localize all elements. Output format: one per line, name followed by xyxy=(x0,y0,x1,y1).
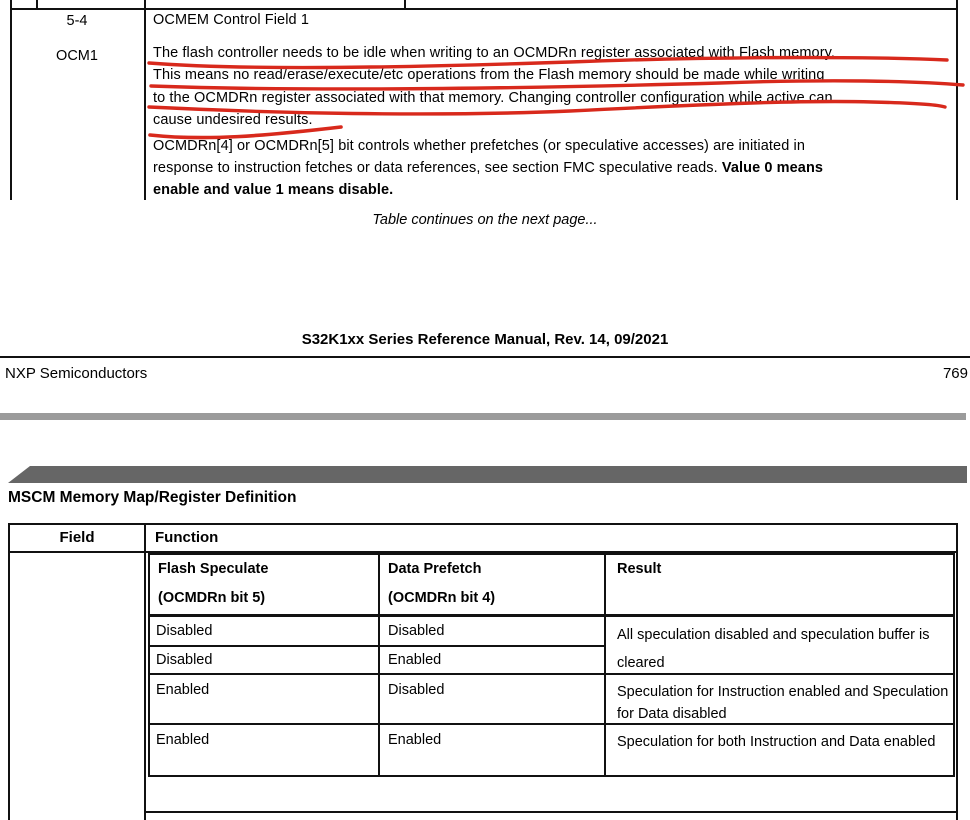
spec-col3-header: Result xyxy=(617,561,662,577)
spec-col2-header-line2: (OCMDRn bit 4) xyxy=(388,590,496,606)
register-field-name: OCM1 xyxy=(56,48,98,64)
function-title: OCMEM Control Field 1 xyxy=(153,12,309,28)
publisher-name: NXP Semiconductors xyxy=(5,365,148,382)
spec-table-left-border xyxy=(148,553,150,777)
spec-result-row-3: Speculation for Instruction enabled and Speculation for Data disabled xyxy=(617,684,949,722)
spec-row2-data-prefetch: Enabled xyxy=(388,652,442,668)
spec-row4-flash-speculate: Enabled xyxy=(156,732,210,748)
table1-column-divider xyxy=(144,0,146,200)
table1-row-top-border xyxy=(10,8,958,10)
function-paragraph2-line3: enable and value 1 means disable. xyxy=(153,182,394,198)
table2-function-header: Function xyxy=(155,529,219,546)
function-paragraph1-line3: to the OCMDRn register associated with that memory. Changing controller configuration while active can xyxy=(153,90,833,106)
section-header-tab xyxy=(8,466,967,483)
section-heading: MSCM Memory Map/Register Definition xyxy=(8,489,297,506)
table2-right-border xyxy=(956,523,958,820)
function-paragraph1-line2: This means no read/erase/execute/etc operations from the Flash memory should be made while writing xyxy=(153,67,825,83)
table2-top-border xyxy=(8,523,958,525)
page-break-bar xyxy=(0,413,966,420)
spec-table-row1-divider xyxy=(148,645,606,647)
spec-row3-data-prefetch: Disabled xyxy=(388,682,445,698)
page-number: 769 xyxy=(942,365,968,382)
table2-left-border xyxy=(8,523,10,820)
page2-banner-graphics xyxy=(0,410,970,500)
spec-row4-data-prefetch: Enabled xyxy=(388,732,442,748)
spec-row2-flash-speculate: Disabled xyxy=(156,652,213,668)
spec-table-top-border xyxy=(148,553,955,555)
spec-row1-data-prefetch: Disabled xyxy=(388,623,445,639)
spec-row1-flash-speculate: Disabled xyxy=(156,623,213,639)
spec-row3-flash-speculate: Enabled xyxy=(156,682,210,698)
function-paragraph1-line4: cause undesired results. xyxy=(153,112,313,128)
spec-table-col2-divider xyxy=(604,553,606,775)
function-paragraph2-line2 xyxy=(153,160,823,176)
spec-result-row-4: Speculation for both Instruction and Data enabled xyxy=(617,734,936,750)
table2-field-header: Field xyxy=(59,529,95,546)
spec-table-right-border xyxy=(953,553,955,777)
table1-left-border xyxy=(10,0,12,200)
spec-table-col1-divider xyxy=(378,553,380,775)
spec-col2-header-line1: Data Prefetch xyxy=(388,561,482,577)
table2-column-divider xyxy=(144,523,146,820)
table-continues-note: Table continues on the next page... xyxy=(372,212,598,228)
paragraph2-line2-bold-text: Value 0 means xyxy=(721,160,824,176)
table2-next-row-divider xyxy=(144,811,958,813)
spec-table-header-bottom-border xyxy=(148,614,955,617)
table1-right-border xyxy=(956,0,958,200)
spec-col1-header-line1: Flash Speculate xyxy=(158,561,269,577)
spec-table-bottom-border xyxy=(148,775,955,777)
spec-result-rows-1-2: All speculation disabled and speculation buffer is cleared xyxy=(617,627,930,671)
function-paragraph1-line1: The flash controller needs to be idle when writing to an OCMDRn register associated with Flash memory. xyxy=(153,45,836,61)
spec-col1-header-line2: (OCMDRn bit 5) xyxy=(158,590,266,606)
function-paragraph2-line1: OCMDRn[4] or OCMDRn[5] bit controls whether prefetches (or speculative accesses) are initiated in xyxy=(153,138,805,154)
paragraph2-line2-normal-text: response to instruction fetches or data references, see section FMC speculative reads. xyxy=(153,160,722,176)
manual-title-footer: S32K1xx Series Reference Manual, Rev. 14, 09/2021 xyxy=(301,331,669,348)
register-bits-label: 5-4 xyxy=(66,13,88,29)
red-underline-line4 xyxy=(150,127,341,138)
footer-rule xyxy=(0,356,970,358)
